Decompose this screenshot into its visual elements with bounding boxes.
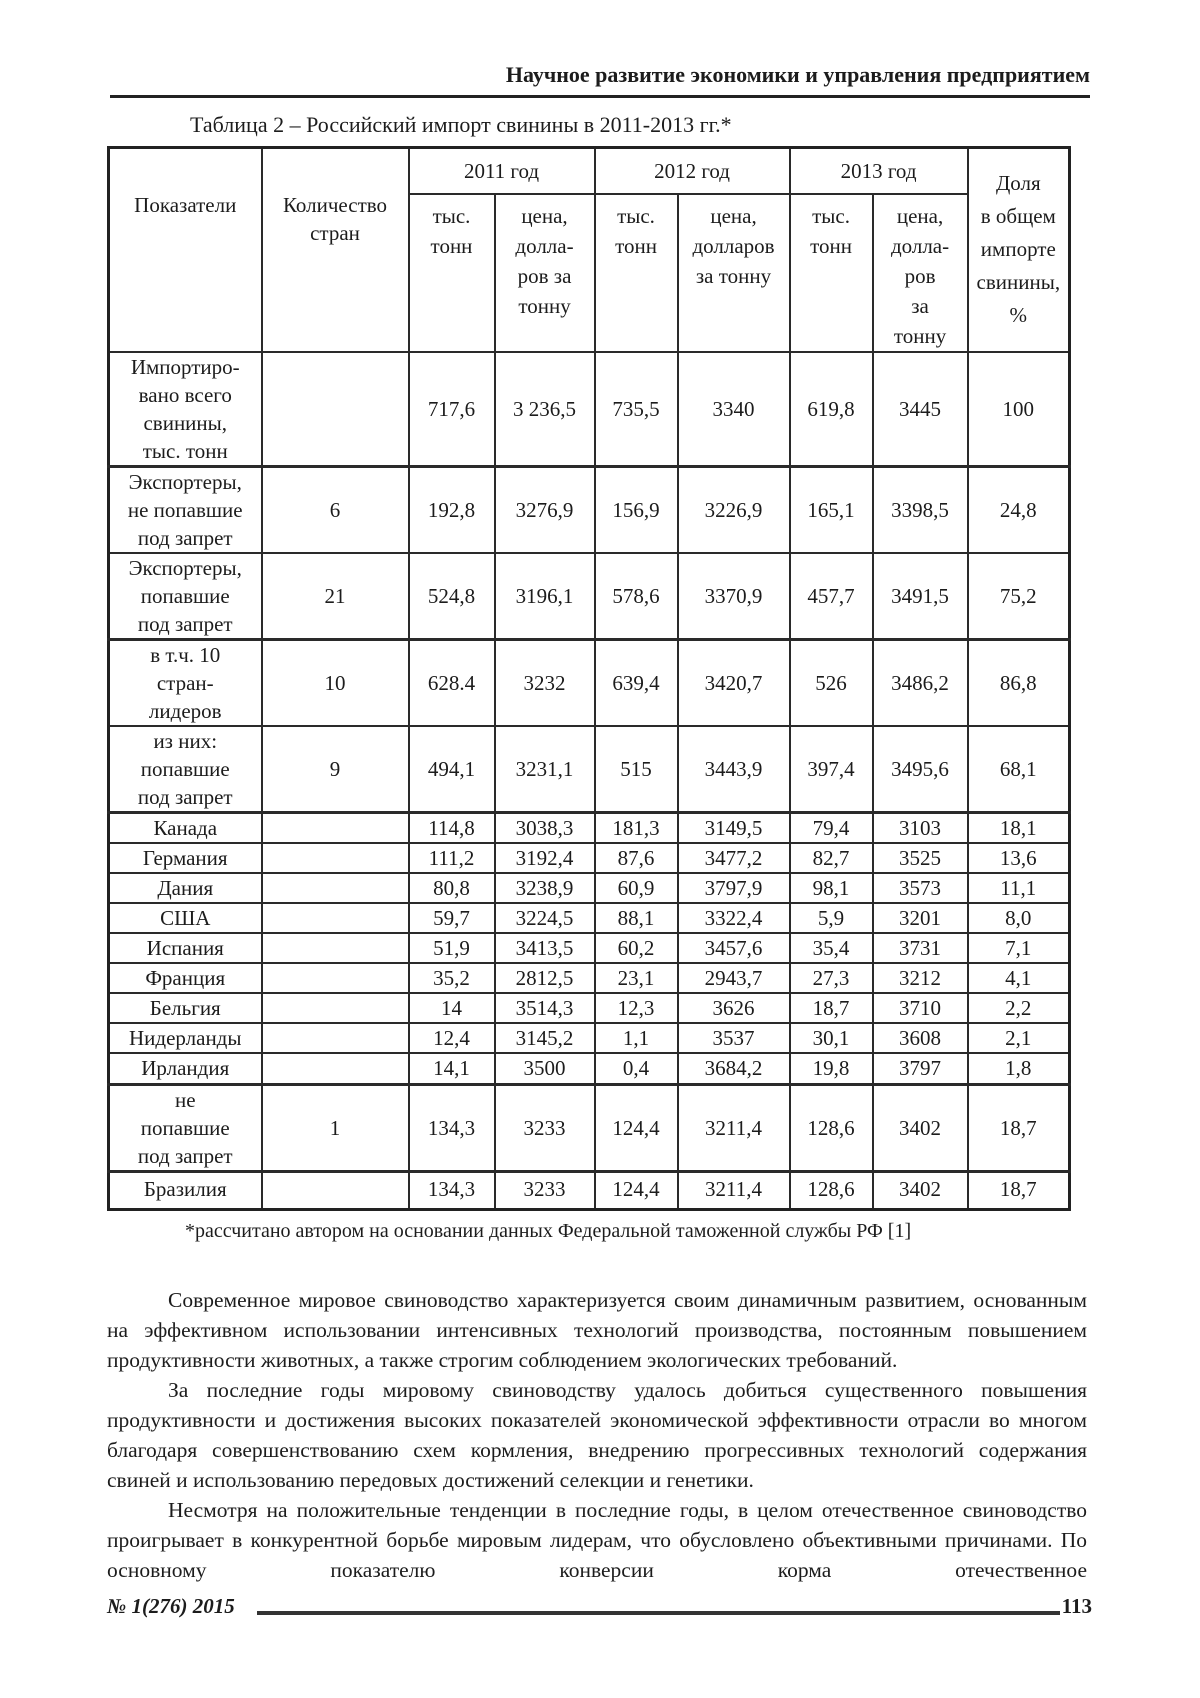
- table-cell: 98,1: [790, 873, 873, 903]
- table-cell: 628.4: [409, 639, 495, 726]
- article-body: [107, 1285, 1087, 1585]
- row-label: в т.ч. 10 стран- лидеров: [109, 639, 262, 726]
- paragraph: За последние годы мировому свиноводству удалось добиться существенного повышения продуктивности и достижения высоких показателей экономической эффективности отрасли во многом благодаря совершенствованию схем кормления, внедрению прогрессивных технологий содержания свиней и использованию передовых достижений селекции и генетики.: [107, 1377, 1087, 1492]
- table-cell: 3477,2: [678, 843, 790, 873]
- table-cell: 14: [409, 993, 495, 1023]
- col-header-tons-2012: тыс. тонн: [595, 194, 678, 352]
- row-label: не попавшие под запрет: [109, 1084, 262, 1171]
- table-row: [109, 813, 1070, 844]
- table-row: [109, 639, 1070, 726]
- table-cell: 124,4: [595, 1171, 678, 1209]
- table-row: [109, 873, 1070, 903]
- table-cell: [262, 843, 409, 873]
- table-row: [109, 1084, 1070, 1171]
- table-cell: 59,7: [409, 903, 495, 933]
- table-cell: 3145,2: [495, 1023, 595, 1053]
- table-cell: 1,8: [968, 1053, 1070, 1084]
- row-label: Испания: [109, 933, 262, 963]
- table-cell: 494,1: [409, 726, 495, 813]
- table-cell: 3500: [495, 1053, 595, 1084]
- table-cell: 23,1: [595, 963, 678, 993]
- row-label: Дания: [109, 873, 262, 903]
- running-header: Научное развитие экономики и управления предприятием: [110, 62, 1090, 98]
- col-header-indicators: Показатели: [109, 148, 262, 352]
- table-cell: 3573: [873, 873, 968, 903]
- table-row: [109, 1171, 1070, 1209]
- row-label: Экспортеры, не попавшие под запрет: [109, 466, 262, 553]
- table-cell: 3231,1: [495, 726, 595, 813]
- table-cell: [262, 1053, 409, 1084]
- table-cell: [262, 873, 409, 903]
- table-cell: 18,7: [968, 1084, 1070, 1171]
- row-label: Ирландия: [109, 1053, 262, 1084]
- table-cell: [262, 903, 409, 933]
- table-cell: 87,6: [595, 843, 678, 873]
- table-cell: 2943,7: [678, 963, 790, 993]
- row-label: Канада: [109, 813, 262, 844]
- table-cell: 3445: [873, 352, 968, 467]
- table-cell: 3038,3: [495, 813, 595, 844]
- table-cell: 12,4: [409, 1023, 495, 1053]
- col-header-price-2013: цена, долла- ров за тонну: [873, 194, 968, 352]
- table-cell: 3684,2: [678, 1053, 790, 1084]
- table-cell: 524,8: [409, 553, 495, 640]
- table-row: [109, 466, 1070, 553]
- row-label: Франция: [109, 963, 262, 993]
- table-cell: 4,1: [968, 963, 1070, 993]
- table-cell: 5,9: [790, 903, 873, 933]
- table-cell: 3276,9: [495, 466, 595, 553]
- table-cell: [262, 993, 409, 1023]
- table-cell: 3103: [873, 813, 968, 844]
- row-label: Германия: [109, 843, 262, 873]
- table-cell: 14,1: [409, 1053, 495, 1084]
- table-cell: 3370,9: [678, 553, 790, 640]
- table-cell: 3196,1: [495, 553, 595, 640]
- table-cell: 18,1: [968, 813, 1070, 844]
- table-cell: 128,6: [790, 1171, 873, 1209]
- table-row: [109, 726, 1070, 813]
- table-cell: 3402: [873, 1084, 968, 1171]
- col-header-year-2012: 2012 год: [595, 148, 790, 194]
- col-header-share: Доля в общем импорте свинины, %: [968, 148, 1070, 352]
- table-cell: 100: [968, 352, 1070, 467]
- table-cell: 35,4: [790, 933, 873, 963]
- table-cell: [262, 963, 409, 993]
- table-cell: 3149,5: [678, 813, 790, 844]
- table-row: [109, 553, 1070, 640]
- table-cell: 82,7: [790, 843, 873, 873]
- table-cell: 3226,9: [678, 466, 790, 553]
- col-header-price-2012: цена, долларов за тонну: [678, 194, 790, 352]
- row-label: Бельгия: [109, 993, 262, 1023]
- table-cell: 397,4: [790, 726, 873, 813]
- table-cell: 86,8: [968, 639, 1070, 726]
- table-cell: 134,3: [409, 1084, 495, 1171]
- table-cell: 3486,2: [873, 639, 968, 726]
- table-cell: 3457,6: [678, 933, 790, 963]
- table-cell: 3514,3: [495, 993, 595, 1023]
- table-cell: 3420,7: [678, 639, 790, 726]
- table-cell: 8,0: [968, 903, 1070, 933]
- table-cell: 51,9: [409, 933, 495, 963]
- table-cell: 18,7: [968, 1171, 1070, 1209]
- table-cell: 3211,4: [678, 1171, 790, 1209]
- table-cell: 2,2: [968, 993, 1070, 1023]
- table-cell: 3491,5: [873, 553, 968, 640]
- table-cell: 3232: [495, 639, 595, 726]
- table-cell: 9: [262, 726, 409, 813]
- table-cell: 3233: [495, 1171, 595, 1209]
- table-cell: 3413,5: [495, 933, 595, 963]
- table-footnote: *рассчитано автором на основании данных Федеральной таможенной службы РФ [1]: [185, 1219, 912, 1242]
- table-cell: 35,2: [409, 963, 495, 993]
- table-cell: 3608: [873, 1023, 968, 1053]
- table-cell: 10: [262, 639, 409, 726]
- table-cell: 13,6: [968, 843, 1070, 873]
- table-row: [109, 933, 1070, 963]
- table-cell: 515: [595, 726, 678, 813]
- table-cell: 3443,9: [678, 726, 790, 813]
- table-cell: 3238,9: [495, 873, 595, 903]
- table-cell: [262, 933, 409, 963]
- paragraph: Современное мировое свиноводство характеризуется своим динамичным развитием, основанным на эффективном использовании интенсивных технологий производства, постоянным повышением продуктивности животных, а также строгим соблюдением экологических требований.: [107, 1287, 1087, 1372]
- table-cell: 19,8: [790, 1053, 873, 1084]
- row-label: США: [109, 903, 262, 933]
- table-row: [109, 1053, 1070, 1084]
- table-cell: [262, 1023, 409, 1053]
- table-cell: 60,9: [595, 873, 678, 903]
- page-number: 113: [1061, 1594, 1092, 1618]
- page-footer: [107, 1594, 1092, 1619]
- col-header-tons-2013: тыс. тонн: [790, 194, 873, 352]
- table-cell: 79,4: [790, 813, 873, 844]
- row-label: Импортиро- вано всего свинины, тыс. тонн: [109, 352, 262, 467]
- table-cell: 156,9: [595, 466, 678, 553]
- col-header-year-2011: 2011 год: [409, 148, 595, 194]
- table-cell: 7,1: [968, 933, 1070, 963]
- table-cell: 30,1: [790, 1023, 873, 1053]
- table-cell: 3537: [678, 1023, 790, 1053]
- table-row: [109, 843, 1070, 873]
- table-row: [109, 993, 1070, 1023]
- row-label: Бразилия: [109, 1171, 262, 1209]
- table-cell: 27,3: [790, 963, 873, 993]
- table-row: [109, 903, 1070, 933]
- table-cell: 3211,4: [678, 1084, 790, 1171]
- table-cell: 3797: [873, 1053, 968, 1084]
- table-cell: [262, 352, 409, 467]
- table-cell: 1: [262, 1084, 409, 1171]
- table-cell: 3212: [873, 963, 968, 993]
- col-header-tons-2011: тыс. тонн: [409, 194, 495, 352]
- table-cell: 3192,4: [495, 843, 595, 873]
- table-cell: 18,7: [790, 993, 873, 1023]
- table-cell: 128,6: [790, 1084, 873, 1171]
- table-cell: 181,3: [595, 813, 678, 844]
- table-row: [109, 352, 1070, 467]
- table-cell: [262, 1171, 409, 1209]
- table-cell: 111,2: [409, 843, 495, 873]
- table-header-row-years: [109, 148, 1070, 194]
- col-header-price-2011: цена, долла- ров за тонну: [495, 194, 595, 352]
- table-cell: 6: [262, 466, 409, 553]
- import-table: [107, 146, 1071, 1211]
- journal-issue: № 1(276) 2015: [107, 1594, 235, 1618]
- table-cell: 717,6: [409, 352, 495, 467]
- row-label: из них: попавшие под запрет: [109, 726, 262, 813]
- table-cell: 124,4: [595, 1084, 678, 1171]
- table-cell: 619,8: [790, 352, 873, 467]
- table-cell: 2812,5: [495, 963, 595, 993]
- row-label: Экспортеры, попавшие под запрет: [109, 553, 262, 640]
- table-cell: 3710: [873, 993, 968, 1023]
- table-title: Таблица 2 – Российский импорт свинины в 2011-2013 гг.*: [190, 112, 732, 137]
- paragraph: Несмотря на положительные тенденции в последние годы, в целом отечественное свиноводство проигрывает в конкурентной борьбе мировым лидерам, что обусловлено объективными причинами. По основному показателю конверсии корма отечественное: [107, 1497, 1087, 1582]
- table-cell: 0,4: [595, 1053, 678, 1084]
- table-cell: 134,3: [409, 1171, 495, 1209]
- col-header-year-2013: 2013 год: [790, 148, 968, 194]
- table-cell: [262, 813, 409, 844]
- table-cell: 88,1: [595, 903, 678, 933]
- table-cell: 60,2: [595, 933, 678, 963]
- table-cell: 3340: [678, 352, 790, 467]
- table-cell: 735,5: [595, 352, 678, 467]
- table-cell: 3398,5: [873, 466, 968, 553]
- table-cell: 75,2: [968, 553, 1070, 640]
- footer-rule: [257, 1611, 1060, 1615]
- table-cell: 1,1: [595, 1023, 678, 1053]
- table-cell: 80,8: [409, 873, 495, 903]
- table-cell: 3495,6: [873, 726, 968, 813]
- table-cell: 165,1: [790, 466, 873, 553]
- import-table-body: [109, 352, 1070, 1210]
- col-header-country-count: Количество стран: [262, 148, 409, 352]
- table-row: [109, 963, 1070, 993]
- table-cell: 192,8: [409, 466, 495, 553]
- table-cell: 3626: [678, 993, 790, 1023]
- row-label: Нидерланды: [109, 1023, 262, 1053]
- table-cell: 11,1: [968, 873, 1070, 903]
- table-cell: 526: [790, 639, 873, 726]
- table-cell: 3402: [873, 1171, 968, 1209]
- table-cell: 3322,4: [678, 903, 790, 933]
- table-cell: 24,8: [968, 466, 1070, 553]
- table-cell: 12,3: [595, 993, 678, 1023]
- table-cell: 3797,9: [678, 873, 790, 903]
- table-cell: 3201: [873, 903, 968, 933]
- table-cell: 68,1: [968, 726, 1070, 813]
- table-cell: 2,1: [968, 1023, 1070, 1053]
- table-cell: 3525: [873, 843, 968, 873]
- table-cell: 21: [262, 553, 409, 640]
- table-cell: 3731: [873, 933, 968, 963]
- table-cell: 457,7: [790, 553, 873, 640]
- table-cell: 578,6: [595, 553, 678, 640]
- table-row: [109, 1023, 1070, 1053]
- table-cell: 114,8: [409, 813, 495, 844]
- table-cell: 3224,5: [495, 903, 595, 933]
- table-cell: 639,4: [595, 639, 678, 726]
- table-cell: 3 236,5: [495, 352, 595, 467]
- table-cell: 3233: [495, 1084, 595, 1171]
